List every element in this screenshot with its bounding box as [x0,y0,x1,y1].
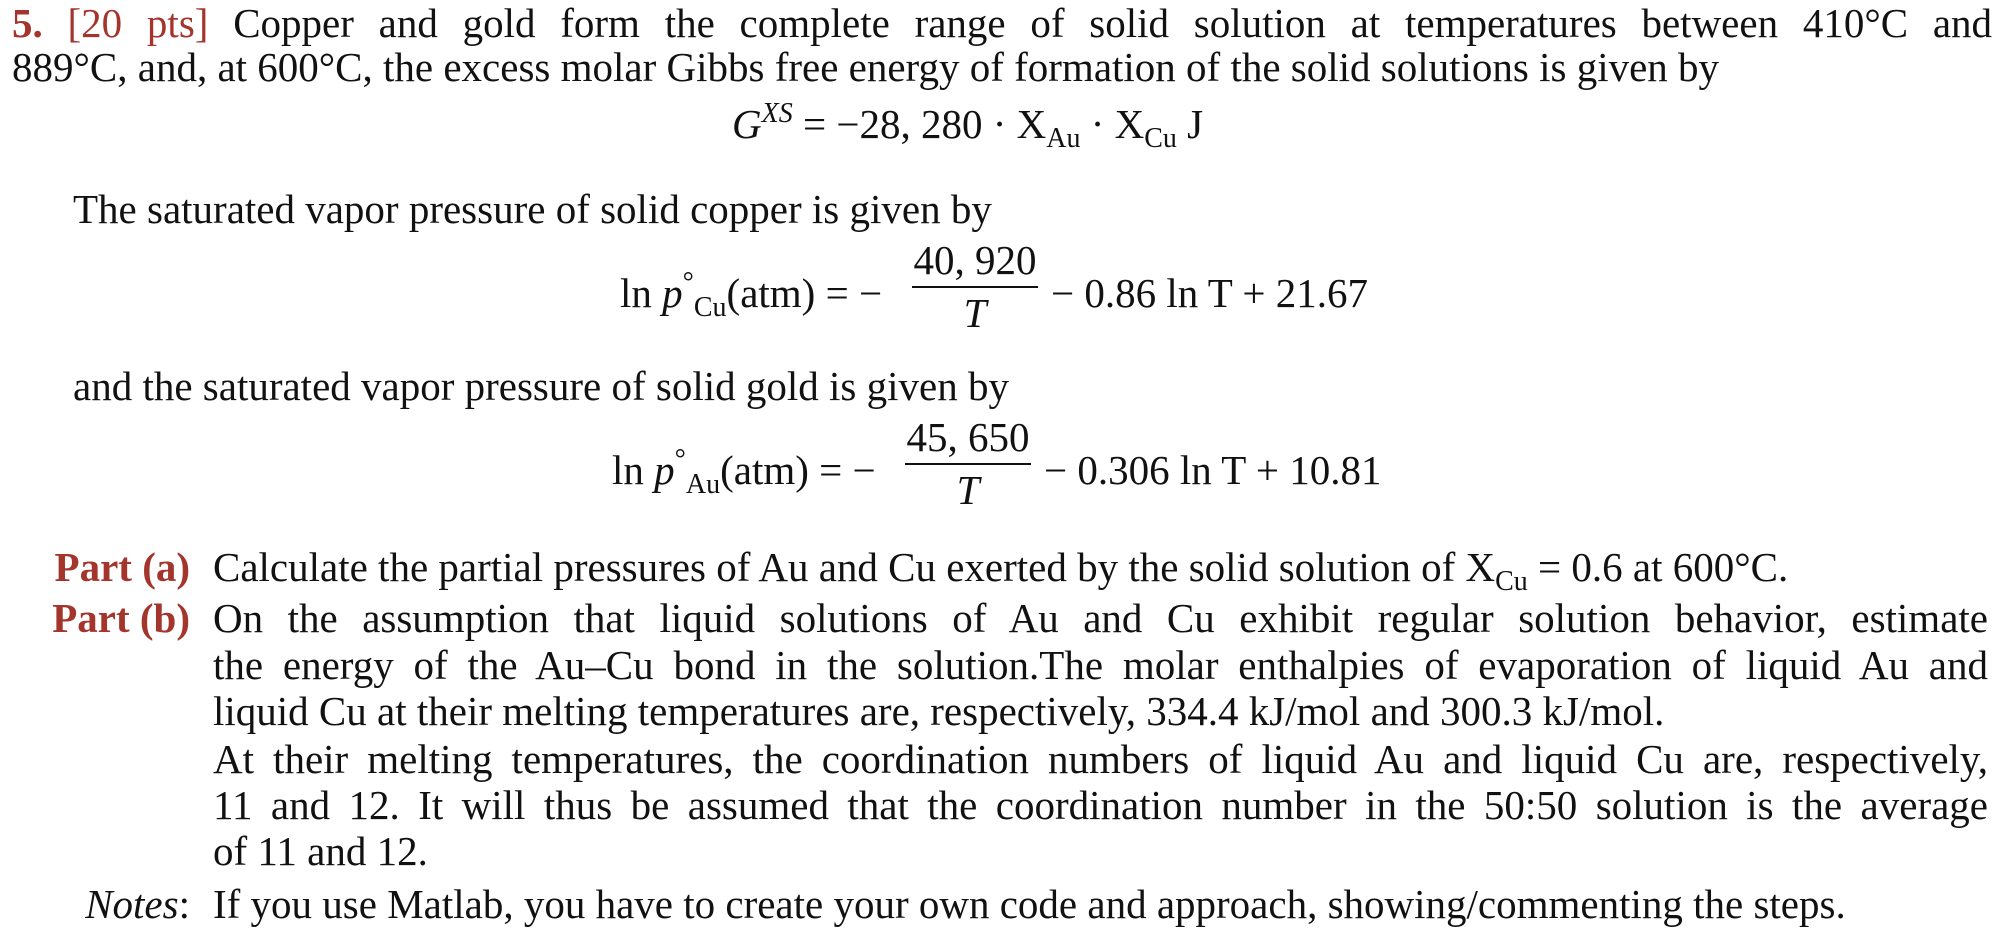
part-a-text [213,544,1988,597]
problem-intro-line-2: 889°C, and, at 600°C, the excess molar Gibbs free energy of formation of the solid solutions is given by [12,44,1720,90]
part-b-line-6: of 11 and 12. [213,828,428,874]
au-fraction-bar [905,463,1031,465]
au-vapor-intro: and the saturated vapor pressure of solid gold is given by [73,363,1009,409]
problem-intro-line-1 [12,0,1992,47]
gibbs-dot: · X [1080,101,1145,147]
cu-p: p [662,270,683,316]
part-b-line-1: On the assumption that liquid solutions of Au and Cu exhibit regular solution behavior, estimate [213,595,1988,641]
au-vapor-equation-rhs: − 0.306 ln T + 10.81 [1044,447,1382,493]
part-a-sub: Cu [1495,566,1528,597]
au-denominator: T [956,467,980,513]
au-atm: (atm) = − [720,447,876,493]
au-degree: ° [674,444,686,475]
cu-degree: ° [682,267,694,298]
cu-atm: (atm) = − [726,270,883,316]
part-a-label: Part (a) [54,544,190,590]
au-vapor-equation-lhs [612,444,876,500]
part-b-line-3: liquid Cu at their melting temperatures are, respectively, 334.4 kJ/mol and 300.3 kJ/mol. [213,688,1665,734]
au-ln: ln [612,447,655,493]
gibbs-symbol: G [732,101,762,147]
part-b-line-5: 11 and 12. It will thus be assumed that the coordination number in the 50:50 solution is the average [213,782,1988,828]
gibbs-sub-cu: Cu [1144,123,1177,154]
cu-ln: ln [620,270,663,316]
part-a-text-b: = 0.6 at 600°C. [1527,544,1789,590]
cu-numerator: 40, 920 [913,237,1037,283]
cu-fraction-bar [912,286,1038,288]
au-fraction [905,414,1031,514]
cu-sub: Cu [693,292,727,323]
notes-label [0,881,190,928]
gibbs-unit: J [1176,101,1204,147]
cu-fraction [912,237,1038,337]
gibbs-rhs: = −28, 280 · X [802,101,1047,147]
cu-denominator: T [963,290,987,336]
problem-number: 5. [12,0,43,46]
cu-vapor-intro: The saturated vapor pressure of solid copper is given by [73,186,992,232]
gibbs-superscript: XS [761,98,793,129]
part-b-label: Part (b) [52,595,190,641]
part-b-line-2: the energy of the Au–Cu bond in the solution.The molar enthalpies of evaporation of liquid Au and [213,642,1988,688]
cu-vapor-equation-lhs [620,267,883,323]
notes-colon: : [178,881,190,927]
part-b-line-4: At their melting temperatures, the coordination numbers of liquid Au and liquid Cu are, respectively, [213,736,1988,782]
cu-vapor-equation-rhs: − 0.86 ln T + 21.67 [1051,270,1368,316]
gibbs-equation [732,98,1204,154]
gibbs-sub-au: Au [1046,123,1081,154]
intro-text-1: Copper and gold form the complete range of solid solution at temperatures between 410°C and [233,0,1993,46]
au-sub: Au [685,469,721,500]
problem-points: [20 pts] [67,0,209,46]
notes-text: If you use Matlab, you have to create your own code and approach, showing/commenting the steps. [213,881,1846,927]
au-numerator: 45, 650 [906,414,1030,460]
notes-label-text: Notes [85,881,179,927]
part-a-text-a: Calculate the partial pressures of Au and Cu exerted by the solid solution of X [213,544,1496,590]
au-p: p [654,447,675,493]
